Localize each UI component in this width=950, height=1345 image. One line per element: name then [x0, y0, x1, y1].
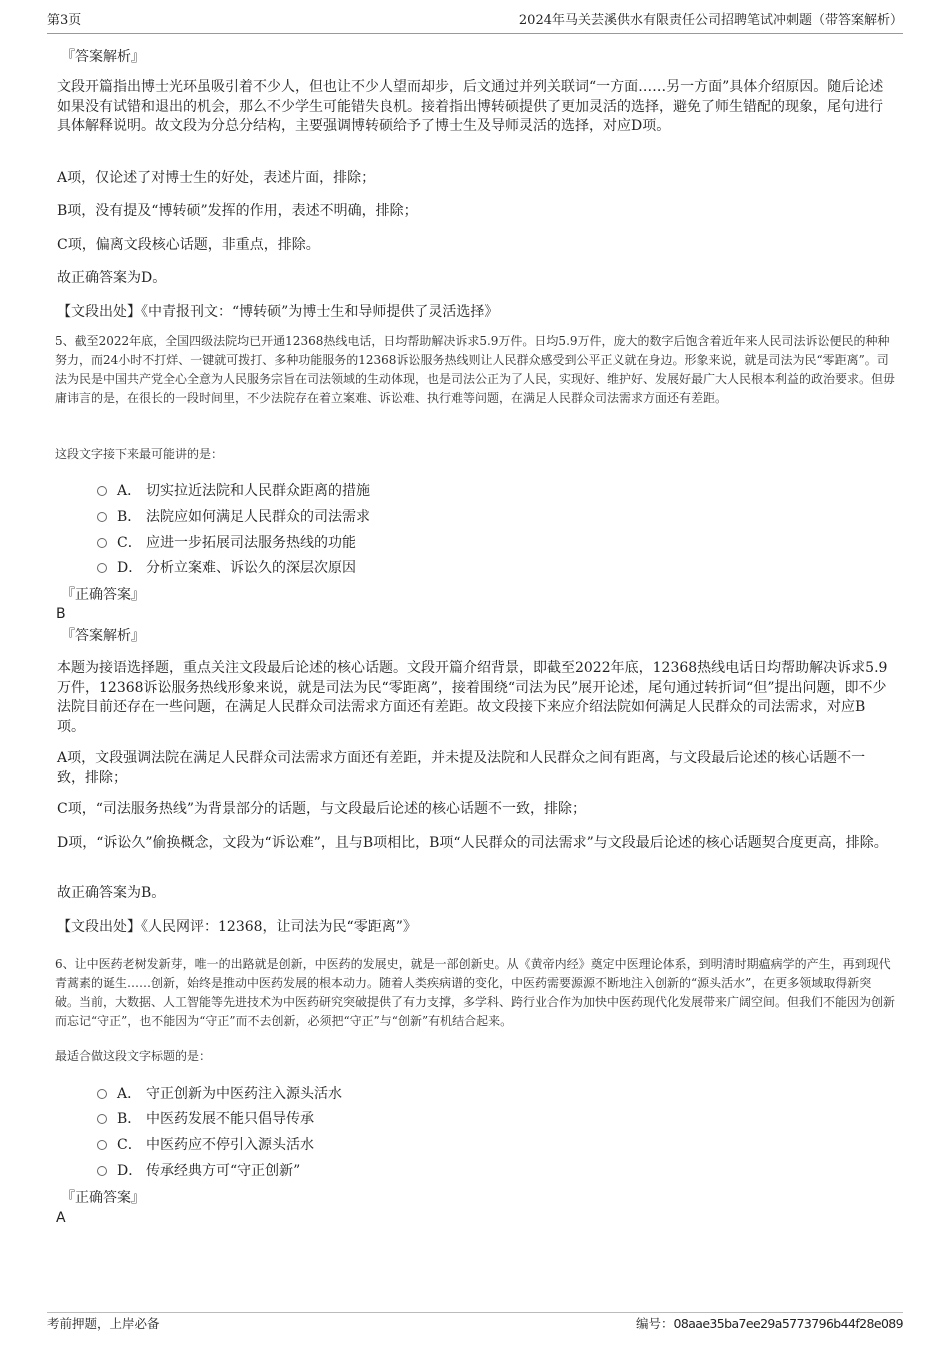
- correct-answer: A: [56, 1210, 66, 1226]
- passage-source: 【文段出处】《人民网评：12368，让司法为民“零距离”》: [57, 919, 417, 935]
- analysis-option-c: C项，“司法服务热线”为背景部分的话题，与文段最后论述的核心话题不一致，排除；: [57, 801, 587, 817]
- correct-answer-label: 『正确答案』: [61, 587, 145, 603]
- analysis-conclusion: 故正确答案为D。: [57, 270, 167, 286]
- question-6-option-a[interactable]: A． 守正创新为中医药注入源头活水: [97, 1084, 342, 1104]
- question-5-stem: 5、截至2022年底，全国四级法院均已开通12368热线电话，日均帮助解决诉求5.9万件。日均5.9万件，庞大的数字后饱含着近年来人民司法诉讼便民的种种努力，而24小时不打烊、一键就可拨打、多种功能服务的12368诉讼服务热线则让人民群众感受到公平正义就在身边。形象来说，就是司法为民“零距离”。司法为民是中国共产党全心全意为人民服务宗旨在司法领域的生动体现，也是司法公正为了人民，实现好、维护好、发展好最广大人民根本利益的政治要求。但毋庸讳言的是，在很长的一段时间里，不少法院存在着立案难、诉讼难、执行难等问题，在满足人民群众司法需求方面还有差距。: [55, 334, 896, 405]
- analysis-option-c: C项，偏离文段核心话题，非重点，排除。: [57, 237, 320, 253]
- radio-button[interactable]: [97, 1166, 107, 1176]
- radio-button[interactable]: [97, 1140, 107, 1150]
- question-6-stem: 6、让中医药老树发新芽，唯一的出路就是创新，中医药的发展史，就是一部创新史。从《黄帝内经》奠定中医理论体系，到明清时期瘟病学的产生，再到现代青蒿素的诞生……创新，始终是推动中医药发展的根本动力。随着人类疾病谱的变化，中医药需要源源不断地注入创新的“源头活水”，在更多领域取得新突破。当前，大数据、人工智能等先进技术为中医药研究突破提供了有力支撑，多学科、跨行业合作为加快中医药现代化发展带来广阔空间。但我们不能因为创新而忘记“守正”，也不能因为“守正”而不去创新，必须把“守正”与“创新”有机结合起来。: [55, 957, 896, 1028]
- radio-button[interactable]: [97, 1089, 107, 1099]
- correct-answer: B: [56, 606, 66, 622]
- analysis-label: 『答案解析』: [61, 49, 145, 65]
- page-footer: [47, 1312, 903, 1335]
- question-6-prompt: 最适合做这段文字标题的是：: [55, 1049, 212, 1063]
- question-6-option-d[interactable]: D． 传承经典方可“守正创新”: [97, 1161, 300, 1181]
- radio-button[interactable]: [97, 486, 107, 496]
- question-5-option-d[interactable]: D． 分析立案难、诉讼久的深层次原因: [97, 558, 356, 578]
- question-6-option-b[interactable]: B． 中医药发展不能只倡导传承: [97, 1109, 314, 1129]
- document-title: 2024年马关芸溪供水有限责任公司招聘笔试冲刺题（带答案解析）: [518, 13, 903, 28]
- document-code: [636, 1313, 903, 1335]
- radio-button[interactable]: [97, 563, 107, 573]
- analysis-option-a: A项，文段强调法院在满足人民群众司法需求方面还有差距，并未提及法院和人民群众之间有距离，与文段最后论述的核心话题不一致，排除；: [57, 750, 866, 786]
- analysis-conclusion: 故正确答案为B。: [57, 885, 166, 901]
- question-5-option-c[interactable]: C． 应进一步拓展司法服务热线的功能: [97, 533, 356, 553]
- footer-slogan: 考前押题，上岸必备: [47, 1316, 160, 1331]
- radio-button[interactable]: [97, 1114, 107, 1124]
- analysis-paragraph: 本题为接语选择题，重点关注文段最后论述的核心话题。文段开篇介绍背景，即截至2022年底，12368热线电话日均帮助解决诉求5.9万件，12368诉讼服务热线形象来说，就是司法为民“零距离”，接着围绕“司法为民”展开论述，尾句通过转折词“但”提出问题，即不少法院目前还存在一些问题，在满足人民群众司法需求方面还有差距。故文段接下来应介绍法院如何满足人民群众的司法需求，对应B项。: [57, 660, 888, 735]
- question-5-prompt: 这段文字接下来最可能讲的是：: [55, 447, 224, 461]
- correct-answer-label: 『正确答案』: [61, 1190, 145, 1206]
- question-5-option-b[interactable]: B． 法院应如何满足人民群众的司法需求: [97, 507, 370, 527]
- question-5-option-a[interactable]: A． 切实拉近法院和人民群众距离的措施: [97, 481, 370, 501]
- page-header: [47, 11, 903, 34]
- question-6-option-c[interactable]: C． 中医药应不停引入源头活水: [97, 1135, 314, 1155]
- document-code-value: 08aae35ba7ee29a5773796b44f28e089: [673, 1316, 903, 1331]
- page-number: 第3页: [47, 13, 82, 28]
- analysis-paragraph: 文段开篇指出博士光环虽吸引着不少人，但也让不少人望而却步，后文通过并列关联词“一方面……另一方面”具体介绍原因。随后论述如果没有试错和退出的机会，那么不少学生可能错失良机。接着指出博转硕提供了更加灵活的选择，避免了师生错配的现象，尾句进行具体解释说明。故文段为分总分结构，主要强调博转硕给予了博士生及导师灵活的选择，对应D项。: [57, 79, 884, 134]
- passage-source: 【文段出处】《中青报刊文：“博转硕”为博士生和导师提供了灵活选择》: [57, 304, 499, 320]
- analysis-option-b: B项，没有提及“博转硕”发挥的作用，表述不明确，排除；: [57, 203, 418, 219]
- analysis-option-d: D项，“诉讼久”偷换概念，文段为“诉讼难”，且与B项相比，B项“人民群众的司法需求”与文段最后论述的核心话题契合度更高，排除。: [57, 835, 888, 851]
- analysis-label: 『答案解析』: [61, 628, 145, 644]
- radio-button[interactable]: [97, 538, 107, 548]
- document-code-label: 编号：: [636, 1316, 674, 1331]
- radio-button[interactable]: [97, 512, 107, 522]
- analysis-option-a: A项，仅论述了对博士生的好处，表述片面，排除；: [57, 170, 376, 186]
